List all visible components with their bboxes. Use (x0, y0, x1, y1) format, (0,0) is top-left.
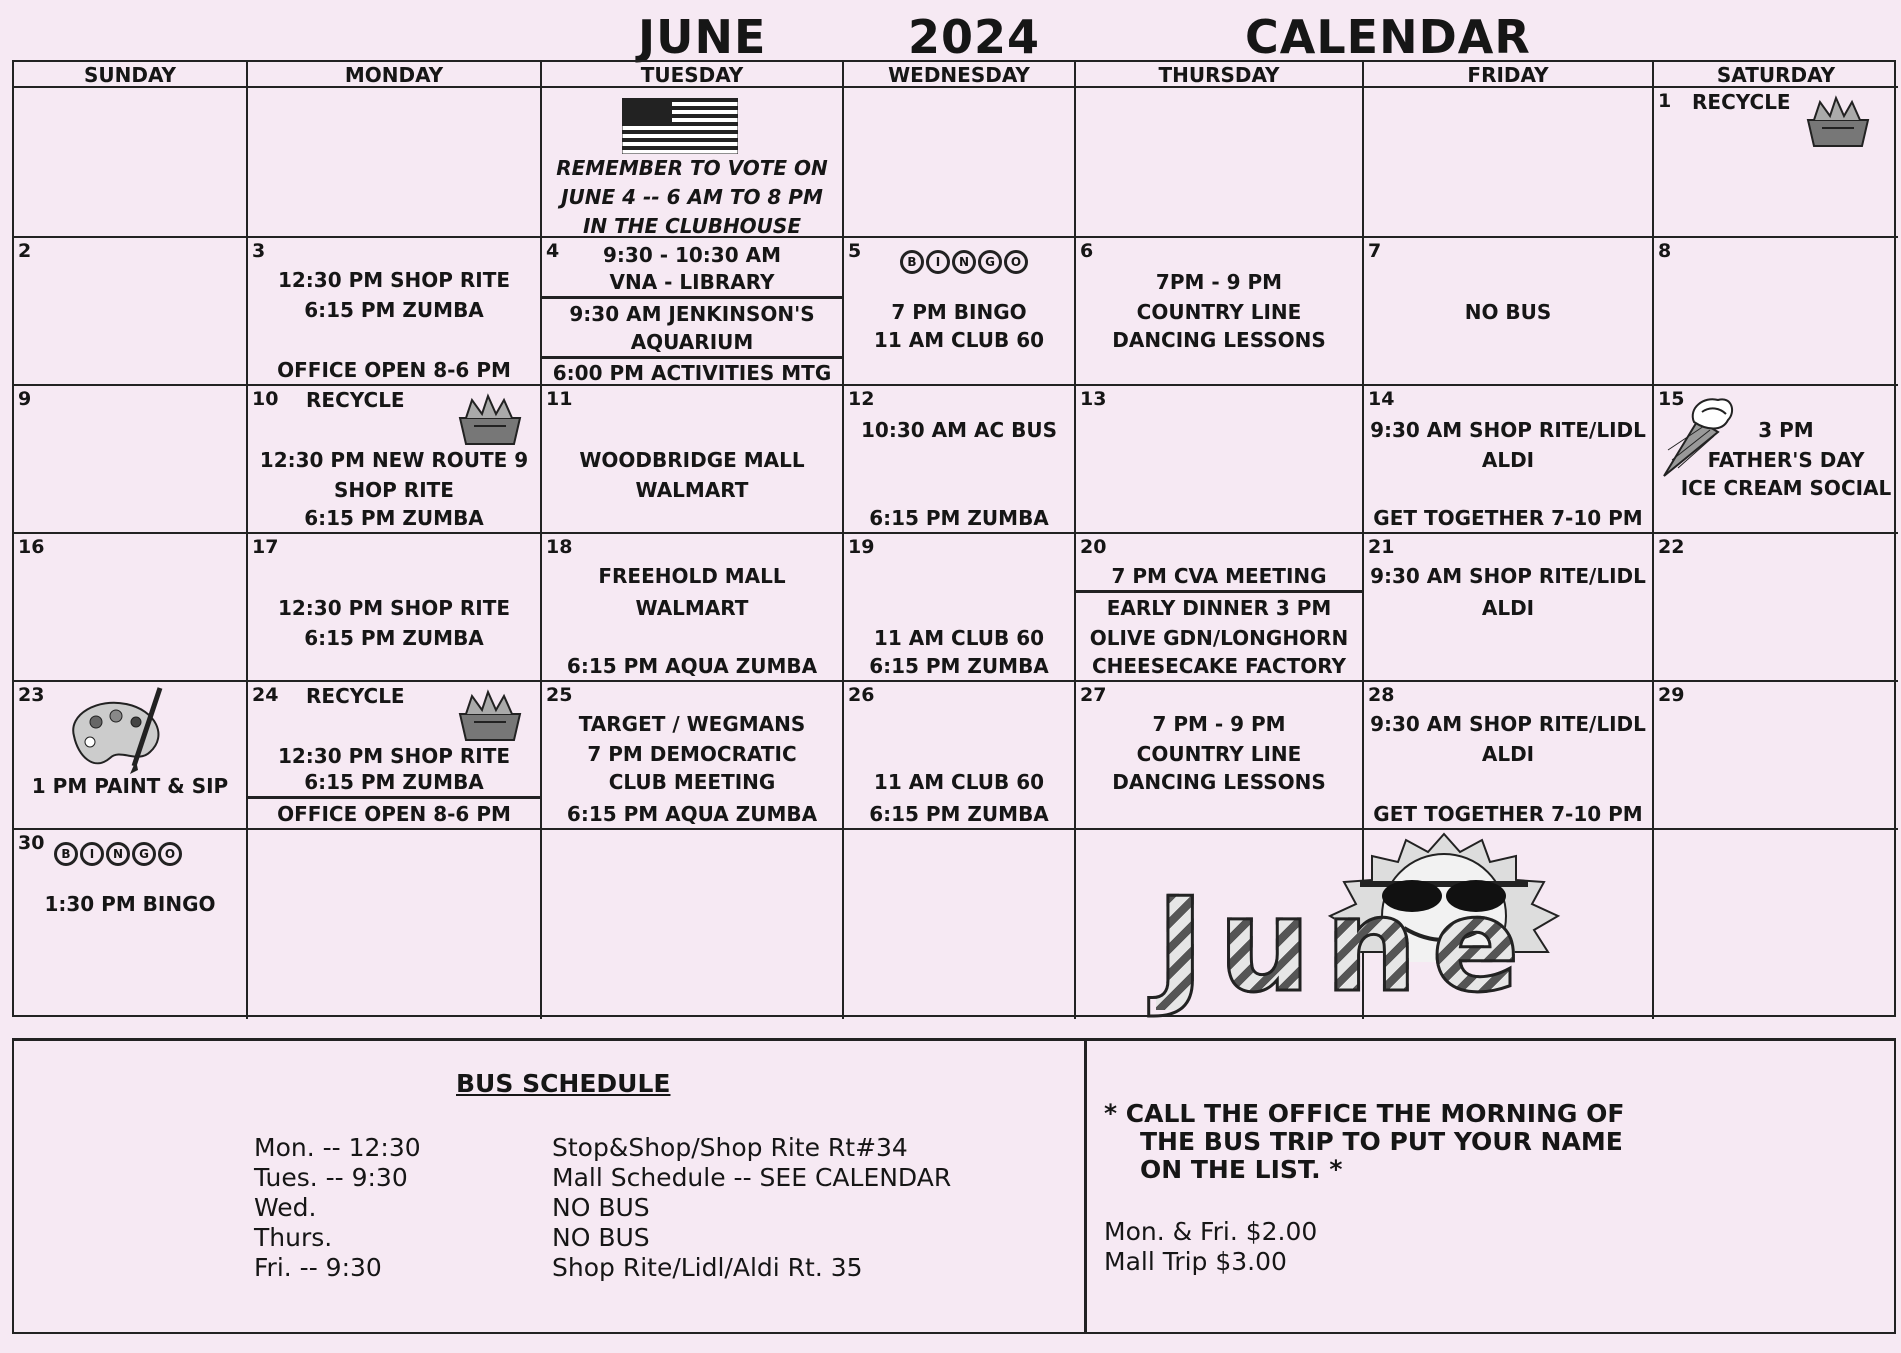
day-cell-2 (14, 238, 248, 386)
event-line: FATHER'S DAY (1707, 448, 1865, 472)
day-cell-1 (1654, 88, 1898, 238)
event-line: OFFICE OPEN 8-6 PM (277, 802, 511, 826)
bus-day: Wed. (254, 1193, 317, 1222)
day-number: 19 (848, 536, 875, 558)
bus-day: Mon. -- 12:30 (254, 1133, 421, 1162)
event-line: 6:15 PM ZUMBA (869, 802, 1049, 826)
day-number: 21 (1368, 536, 1395, 558)
day-number: 18 (546, 536, 573, 558)
event-line: 9:30 - 10:30 AM (603, 243, 781, 267)
day-number: 7 (1368, 240, 1382, 262)
day-cell-16 (14, 534, 248, 682)
day-cell-21 (1364, 534, 1654, 682)
bus-route: NO BUS (552, 1193, 650, 1222)
divider (542, 296, 842, 299)
day-cell-11 (542, 386, 844, 534)
bus-route: Stop&Shop/Shop Rite Rt#34 (552, 1133, 908, 1162)
event-line: 11 AM CLUB 60 (873, 770, 1045, 794)
event-line: ICE CREAM SOCIAL (1680, 476, 1892, 500)
day-cell-15 (1654, 386, 1898, 534)
day-number: 5 (848, 240, 862, 262)
day-number: 28 (1368, 684, 1395, 706)
day-number: 11 (546, 388, 573, 410)
recycle-bin-icon (454, 686, 526, 742)
day-header: WEDNESDAY (844, 62, 1076, 88)
event-line: DANCING LESSONS (1112, 770, 1326, 794)
day-number: 2 (18, 240, 32, 262)
day-number: 13 (1080, 388, 1107, 410)
event-line: 3 PM (1758, 418, 1814, 442)
empty-cell (844, 88, 1076, 238)
event-line: RECYCLE (306, 388, 405, 412)
bus-schedule (14, 1041, 1087, 1332)
bingo-ball-icon: G (978, 250, 1002, 274)
calendar-label: CALENDAR (1245, 10, 1531, 64)
day-number: 24 (252, 684, 279, 706)
event-line: WOODBRIDGE MALL (579, 448, 805, 472)
event-line: NO BUS (1464, 300, 1552, 324)
recycle-bin-icon (1802, 92, 1874, 148)
empty-cell (1076, 88, 1364, 238)
event-line: 6:15 PM AQUA ZUMBA (566, 802, 818, 826)
event-line: 11 AM CLUB 60 (873, 626, 1045, 650)
call-note-line: * CALL THE OFFICE THE MORNING OF (1104, 1099, 1625, 1128)
day-cell-8 (1654, 238, 1898, 386)
vote-line: REMEMBER TO VOTE ON (556, 156, 828, 180)
event-line: 9:30 AM SHOP RITE/LIDL (1370, 418, 1646, 442)
day-number: 26 (848, 684, 875, 706)
day-cell-12 (844, 386, 1076, 534)
day-cell-3 (248, 238, 542, 386)
event-line: RECYCLE (306, 684, 405, 708)
event-line: 7PM - 9 PM (1155, 270, 1283, 294)
bingo-ball-icon: I (926, 250, 950, 274)
june-word-art: June (1156, 869, 1534, 1021)
event-line: OLIVE GDN/LONGHORN (1089, 626, 1349, 650)
event-line: 12:30 PM SHOP RITE (277, 596, 511, 620)
event-line: 6:15 PM ZUMBA (304, 506, 484, 530)
empty-cell (1654, 830, 1898, 1019)
event-line: VNA - LIBRARY (609, 270, 775, 294)
empty-cell (1364, 88, 1654, 238)
day-cell-18 (542, 534, 844, 682)
day-number: 27 (1080, 684, 1107, 706)
event-line: ALDI (1481, 742, 1535, 766)
day-cell-6 (1076, 238, 1364, 386)
day-number: 8 (1658, 240, 1672, 262)
day-number: 6 (1080, 240, 1094, 262)
event-line: 7 PM DEMOCRATIC (587, 742, 797, 766)
bus-route: Mall Schedule -- SEE CALENDAR (552, 1163, 952, 1192)
day-number: 25 (546, 684, 573, 706)
event-line: COUNTRY LINE (1136, 300, 1302, 324)
day-cell-20 (1076, 534, 1364, 682)
info-panel (12, 1038, 1896, 1334)
event-line: 6:15 PM ZUMBA (304, 298, 484, 322)
day-number: 10 (252, 388, 279, 410)
day-number: 4 (546, 240, 560, 262)
bingo-ball-icon: O (158, 842, 182, 866)
day-header: SUNDAY (14, 62, 248, 88)
divider (1076, 590, 1362, 593)
day-cell-4 (542, 238, 844, 386)
calendar-month: JUNE (638, 10, 767, 64)
bingo-balls (54, 842, 182, 866)
event-line: CLUB MEETING (608, 770, 776, 794)
day-cell-9 (14, 386, 248, 534)
day-number: 16 (18, 536, 45, 558)
event-line: 12:30 PM SHOP RITE (277, 744, 511, 768)
empty-cell (248, 88, 542, 238)
event-line: 1:30 PM BINGO (44, 892, 216, 916)
event-line: 1 PM PAINT & SIP (31, 774, 229, 798)
event-line: 9:30 AM SHOP RITE/LIDL (1370, 564, 1646, 588)
event-line: 7 PM - 9 PM (1152, 712, 1286, 736)
day-cell-22 (1654, 534, 1898, 682)
day-cell-28 (1364, 682, 1654, 830)
event-line: 6:15 PM AQUA ZUMBA (566, 654, 818, 678)
empty-cell (844, 830, 1076, 1019)
event-line: 6:00 PM ACTIVITIES MTG (552, 361, 832, 385)
day-number: 14 (1368, 388, 1395, 410)
event-line: 7 PM BINGO (891, 300, 1027, 324)
bingo-ball-icon: G (132, 842, 156, 866)
divider (248, 796, 540, 799)
bingo-ball-icon: B (54, 842, 78, 866)
fare-line: Mon. & Fri. $2.00 (1104, 1217, 1318, 1246)
day-number: 1 (1658, 90, 1672, 112)
vote-line: IN THE CLUBHOUSE (582, 214, 801, 238)
day-header: FRIDAY (1364, 62, 1654, 88)
us-flag-icon (622, 98, 738, 154)
empty-cell (248, 830, 542, 1019)
event-line: COUNTRY LINE (1136, 742, 1302, 766)
day-cell-29 (1654, 682, 1898, 830)
event-line: RECYCLE (1692, 90, 1791, 114)
event-line: ALDI (1481, 448, 1535, 472)
bus-notes (1090, 1041, 1894, 1332)
event-line: 9:30 AM JENKINSON'S (569, 302, 815, 326)
event-line: TARGET / WEGMANS (578, 712, 806, 736)
bus-day: Thurs. (254, 1223, 333, 1252)
call-note-line: ON THE LIST. * (1140, 1155, 1343, 1184)
event-line: WALMART (635, 478, 749, 502)
bingo-ball-icon: N (106, 842, 130, 866)
day-header: TUESDAY (542, 62, 844, 88)
day-cell-27 (1076, 682, 1364, 830)
day-header: SATURDAY (1654, 62, 1898, 88)
event-line: AQUARIUM (630, 330, 754, 354)
bus-route: Shop Rite/Lidl/Aldi Rt. 35 (552, 1253, 863, 1282)
vote-reminder-cell (542, 88, 844, 238)
event-line: SHOP RITE (334, 478, 454, 502)
day-cell-24 (248, 682, 542, 830)
day-number: 23 (18, 684, 45, 706)
day-header: MONDAY (248, 62, 542, 88)
event-line: EARLY DINNER 3 PM (1106, 596, 1332, 620)
bus-schedule-title: BUS SCHEDULE (456, 1069, 671, 1098)
event-line: DANCING LESSONS (1112, 328, 1326, 352)
day-number: 3 (252, 240, 266, 262)
day-header: THURSDAY (1076, 62, 1364, 88)
event-line: GET TOGETHER 7-10 PM (1373, 506, 1643, 530)
bus-day: Fri. -- 9:30 (254, 1253, 382, 1282)
event-line: 11 AM CLUB 60 (873, 328, 1045, 352)
event-line: WALMART (635, 596, 749, 620)
event-line: 12:30 PM SHOP RITE (277, 268, 511, 292)
bingo-ball-icon: O (1004, 250, 1028, 274)
fare-line: Mall Trip $3.00 (1104, 1247, 1287, 1276)
day-number: 17 (252, 536, 279, 558)
day-number: 30 (18, 832, 45, 854)
event-line: 6:15 PM ZUMBA (304, 626, 484, 650)
bingo-balls (900, 250, 1028, 274)
bingo-ball-icon: I (80, 842, 104, 866)
day-cell-7 (1364, 238, 1654, 386)
paint-palette-icon (64, 686, 174, 776)
event-line: CHEESECAKE FACTORY (1091, 654, 1347, 678)
day-number: 20 (1080, 536, 1107, 558)
empty-cell (14, 88, 248, 238)
event-line: 12:30 PM NEW ROUTE 9 (259, 448, 529, 472)
day-cell-14 (1364, 386, 1654, 534)
event-line: 7 PM CVA MEETING (1111, 564, 1327, 588)
day-number: 15 (1658, 388, 1685, 410)
day-number: 29 (1658, 684, 1685, 706)
day-number: 12 (848, 388, 875, 410)
event-line: OFFICE OPEN 8-6 PM (277, 358, 511, 382)
bingo-ball-icon: B (900, 250, 924, 274)
day-number: 9 (18, 388, 32, 410)
day-cell-13 (1076, 386, 1364, 534)
recycle-bin-icon (454, 390, 526, 446)
event-line: 6:15 PM ZUMBA (304, 770, 484, 794)
day-number: 22 (1658, 536, 1685, 558)
event-line: 10:30 AM AC BUS (861, 418, 1057, 442)
bus-day: Tues. -- 9:30 (254, 1163, 408, 1192)
empty-cell (542, 830, 844, 1019)
calendar-year: 2024 (908, 10, 1041, 64)
event-line: 6:15 PM ZUMBA (869, 654, 1049, 678)
event-line: GET TOGETHER 7-10 PM (1373, 802, 1643, 826)
divider (542, 356, 842, 359)
event-line: ALDI (1481, 596, 1535, 620)
day-cell-25 (542, 682, 844, 830)
event-line: 9:30 AM SHOP RITE/LIDL (1370, 712, 1646, 736)
day-cell-17 (248, 534, 542, 682)
day-cell-5 (844, 238, 1076, 386)
vote-line: JUNE 4 -- 6 AM TO 8 PM (561, 185, 823, 209)
day-cell-10 (248, 386, 542, 534)
bus-route: NO BUS (552, 1223, 650, 1252)
day-cell-23 (14, 682, 248, 830)
day-cell-30 (14, 830, 248, 1019)
event-line: 6:15 PM ZUMBA (869, 506, 1049, 530)
call-note-line: THE BUS TRIP TO PUT YOUR NAME (1140, 1127, 1623, 1156)
day-cell-19 (844, 534, 1076, 682)
bingo-ball-icon: N (952, 250, 976, 274)
day-cell-26 (844, 682, 1076, 830)
event-line: FREEHOLD MALL (598, 564, 786, 588)
